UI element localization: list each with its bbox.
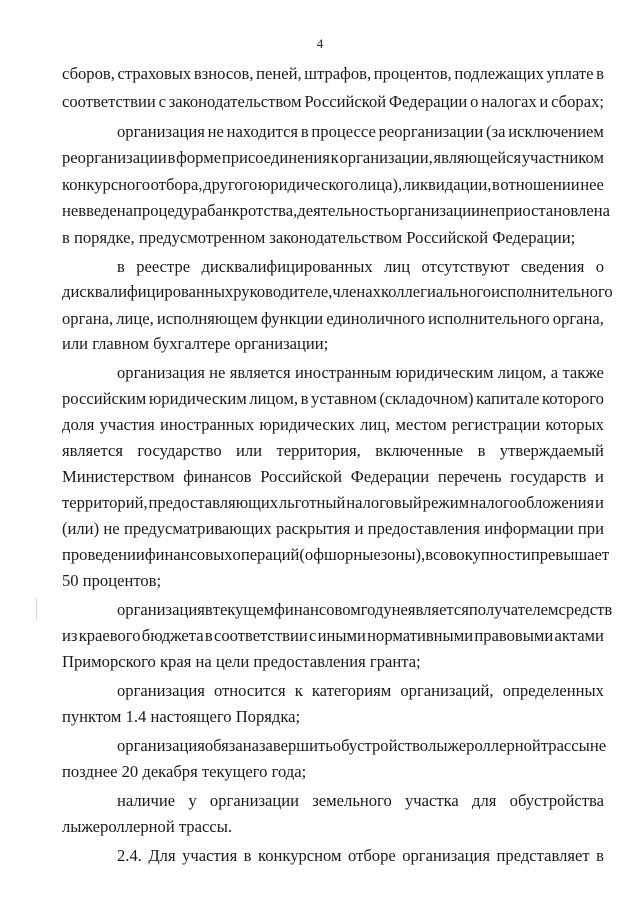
- word: исполняющем: [156, 309, 258, 328]
- word: соответствии: [213, 626, 308, 645]
- word: правовыми: [474, 626, 554, 645]
- word: (офшорные: [299, 545, 381, 564]
- text-line: [62, 545, 610, 565]
- word: обустройства: [509, 791, 604, 810]
- text-line: [62, 282, 613, 302]
- word: режим: [422, 493, 470, 512]
- word: Для: [148, 846, 176, 865]
- text-line: или главном бухгалтере организации;: [62, 334, 329, 353]
- word: получателем: [468, 600, 559, 619]
- word: налоговый: [346, 493, 422, 512]
- word: иностранным: [294, 363, 392, 382]
- word: юридического: [257, 175, 359, 194]
- word: процентов,: [373, 64, 452, 83]
- text-line: [62, 415, 604, 435]
- word: коллегиального: [380, 282, 492, 301]
- word: функции: [260, 309, 324, 328]
- word: государство: [137, 441, 222, 460]
- word: территория,: [276, 441, 361, 460]
- word: в: [204, 626, 213, 645]
- word: зоны),: [380, 545, 426, 564]
- text-line: [117, 122, 604, 142]
- word: отношении: [500, 175, 580, 194]
- word: земельного: [312, 791, 392, 810]
- word: находится: [226, 122, 299, 141]
- word: руководителе,: [233, 282, 333, 301]
- word: налогах: [481, 92, 537, 111]
- word: дисквалифицированных: [62, 282, 234, 301]
- word: законодательством: [168, 92, 302, 111]
- word: введена: [78, 201, 134, 220]
- word: предоставления: [367, 519, 481, 538]
- text-line: [62, 519, 604, 539]
- word: взносов,: [193, 64, 254, 83]
- word: средств: [558, 600, 613, 619]
- text-line: в порядке, предусмотренном законодательством Российской Федерации;: [62, 228, 576, 247]
- word: с: [158, 92, 166, 111]
- word: отборе: [348, 846, 396, 865]
- word: к: [330, 148, 339, 167]
- word: определенных: [502, 681, 604, 700]
- word: организация: [117, 736, 205, 755]
- text-line: 50 процентов;: [62, 571, 162, 590]
- word: конкурсном: [257, 846, 342, 865]
- word: с: [308, 626, 317, 645]
- word: не: [103, 519, 120, 538]
- word: в: [300, 122, 309, 141]
- word: реорганизации: [378, 122, 484, 141]
- text-line: [62, 309, 604, 329]
- word: Федерации: [388, 92, 468, 111]
- word: является: [407, 600, 469, 619]
- word: участия: [99, 415, 155, 434]
- word: предоставляющих: [148, 493, 279, 512]
- word: раскрытия: [275, 519, 351, 538]
- text-line: [62, 626, 604, 646]
- word: другого: [203, 175, 258, 194]
- word: (складочном): [379, 389, 474, 408]
- text-line: [62, 441, 604, 461]
- word: юридических: [259, 415, 355, 434]
- word: деятельность: [297, 201, 391, 220]
- word: которого: [542, 389, 604, 408]
- word: к: [294, 681, 303, 700]
- word: лиц: [384, 257, 411, 276]
- word: которых: [545, 415, 604, 434]
- word: организации: [209, 791, 300, 810]
- page-number: 4: [316, 36, 324, 51]
- word: органа,: [62, 309, 114, 328]
- word: присоединения: [221, 148, 330, 167]
- word: организация: [117, 122, 205, 141]
- text-line: [62, 175, 604, 195]
- word: сведения: [520, 257, 585, 276]
- word: а: [550, 363, 559, 382]
- word: сборов,: [62, 64, 115, 83]
- word: организация: [117, 363, 205, 382]
- word: включенные: [375, 441, 464, 460]
- word: местом: [395, 415, 447, 434]
- word: и: [354, 519, 364, 538]
- word: органа,: [552, 309, 604, 328]
- word: лиц,: [360, 415, 391, 434]
- word: Министерством: [62, 467, 175, 486]
- word: лицом,: [497, 363, 547, 382]
- word: представляет: [496, 846, 590, 865]
- word: категориям: [311, 681, 392, 700]
- word: (за: [486, 122, 506, 141]
- word: в: [477, 441, 486, 460]
- word: отсутствуют: [421, 257, 510, 276]
- text-line: [117, 736, 607, 756]
- text-line: [62, 467, 604, 487]
- word: организация: [402, 846, 491, 865]
- word: организаций,: [400, 681, 494, 700]
- text-line: пунктом 1.4 настоящего Порядка;: [62, 707, 301, 726]
- word: реорганизации: [62, 148, 167, 167]
- word: юридическим: [148, 389, 247, 408]
- word: не: [62, 201, 79, 220]
- word: организация: [117, 681, 205, 700]
- text-line: [62, 201, 610, 221]
- word: в: [300, 389, 309, 408]
- word: единоличного: [326, 309, 426, 328]
- word: ликвидации,: [402, 175, 492, 194]
- text-line: лыжероллерной трассы.: [62, 817, 232, 836]
- word: завершить: [258, 736, 333, 755]
- text-line: [117, 363, 604, 383]
- word: наличие: [117, 791, 176, 810]
- text-line: [117, 600, 613, 620]
- word: текущем: [212, 600, 275, 619]
- word: процессе: [311, 122, 376, 141]
- word: уплате: [546, 64, 594, 83]
- text-line: [62, 92, 604, 112]
- word: регистрации: [451, 415, 541, 434]
- word: Российской: [260, 467, 343, 486]
- word: пеней,: [256, 64, 302, 83]
- word: из: [62, 626, 78, 645]
- word: или: [236, 441, 263, 460]
- word: году: [360, 600, 392, 619]
- word: в: [167, 148, 176, 167]
- word: российским: [62, 389, 147, 408]
- word: в: [491, 175, 500, 194]
- word: трассы: [540, 736, 590, 755]
- word: нормативными: [367, 626, 474, 645]
- text-line: [62, 493, 604, 513]
- word: о: [470, 92, 479, 111]
- word: утверждаемый: [499, 441, 604, 460]
- word: в: [243, 846, 252, 865]
- word: и: [539, 92, 549, 111]
- word: перечень: [437, 467, 502, 486]
- word: информации: [484, 519, 574, 538]
- word: исключением: [508, 122, 604, 141]
- word: приостановлена: [496, 201, 610, 220]
- word: уставном: [311, 389, 377, 408]
- word: штрафов,: [304, 64, 372, 83]
- word: подлежащих: [454, 64, 544, 83]
- word: в: [596, 64, 604, 83]
- word: исполнительного: [491, 282, 613, 301]
- word: лице,: [116, 309, 154, 328]
- word: сборах;: [551, 92, 604, 111]
- word: иными: [317, 626, 366, 645]
- word: участником: [521, 148, 604, 167]
- word: является: [229, 363, 291, 382]
- margin-mark: [36, 598, 37, 620]
- word: операций: [232, 545, 300, 564]
- word: территорий,: [62, 493, 148, 512]
- word: организация: [117, 600, 205, 619]
- word: не: [209, 363, 226, 382]
- word: у: [188, 791, 197, 810]
- word: в: [117, 257, 125, 276]
- word: банкротства,: [206, 201, 298, 220]
- word: капитале: [476, 389, 540, 408]
- word: и: [595, 493, 604, 512]
- text-line: [62, 389, 604, 409]
- word: и: [595, 467, 604, 486]
- word: участия: [182, 846, 238, 865]
- word: совокупности: [433, 545, 531, 564]
- word: юридическим: [395, 363, 494, 382]
- word: членах: [332, 282, 381, 301]
- word: отбора,: [150, 175, 203, 194]
- word: организации: [390, 201, 481, 220]
- text-line: [62, 64, 604, 84]
- word: обязана: [204, 736, 259, 755]
- word: не: [589, 736, 607, 755]
- word: финансов: [183, 467, 252, 486]
- word: процедура: [133, 201, 207, 220]
- word: соответствии: [62, 92, 156, 111]
- word: лица),: [359, 175, 403, 194]
- word: не: [391, 600, 408, 619]
- word: Российской: [304, 92, 387, 111]
- word: нее: [580, 175, 604, 194]
- word: относится: [213, 681, 286, 700]
- word: финансовом: [274, 600, 361, 619]
- word: краевого: [78, 626, 141, 645]
- text-line: [62, 148, 604, 168]
- word: являющейся: [433, 148, 522, 167]
- word: финансовых: [144, 545, 233, 564]
- word: конкурсного: [62, 175, 151, 194]
- word: 2.4.: [117, 846, 142, 865]
- word: не: [207, 122, 224, 141]
- word: иностранных: [159, 415, 255, 434]
- word: обустройство: [332, 736, 429, 755]
- word: исполнительного: [428, 309, 550, 328]
- word: предусматривающих: [123, 519, 272, 538]
- word: организации,: [339, 148, 433, 167]
- word: льготный: [278, 493, 346, 512]
- word: лыжероллерной: [428, 736, 541, 755]
- word: в: [204, 600, 213, 619]
- word: превышает: [530, 545, 610, 564]
- word: лицом,: [249, 389, 299, 408]
- word: в: [596, 846, 604, 865]
- text-line: [117, 257, 604, 277]
- word: страховых: [117, 64, 192, 83]
- word: Федерации: [350, 467, 430, 486]
- text-line: позднее 20 декабря текущего года;: [62, 762, 307, 781]
- word: форме: [176, 148, 222, 167]
- word: налогообложения: [470, 493, 595, 512]
- word: доля: [62, 415, 95, 434]
- word: является: [62, 441, 123, 460]
- word: в: [425, 545, 434, 564]
- word: дисквалифицированных: [201, 257, 373, 276]
- word: также: [562, 363, 604, 382]
- word: не: [480, 201, 497, 220]
- word: актами: [554, 626, 604, 645]
- word: государств: [510, 467, 587, 486]
- text-line: [117, 846, 604, 866]
- word: при: [577, 519, 604, 538]
- word: бюджета: [141, 626, 204, 645]
- word: участка: [405, 791, 459, 810]
- word: реестре: [136, 257, 191, 276]
- text-line: Приморского края на цели предоставления гранта;: [62, 652, 421, 671]
- word: о: [595, 257, 604, 276]
- word: проведении: [62, 545, 145, 564]
- word: для: [472, 791, 497, 810]
- word: (или): [62, 519, 100, 538]
- text-line: [117, 681, 604, 701]
- text-line: [117, 791, 604, 811]
